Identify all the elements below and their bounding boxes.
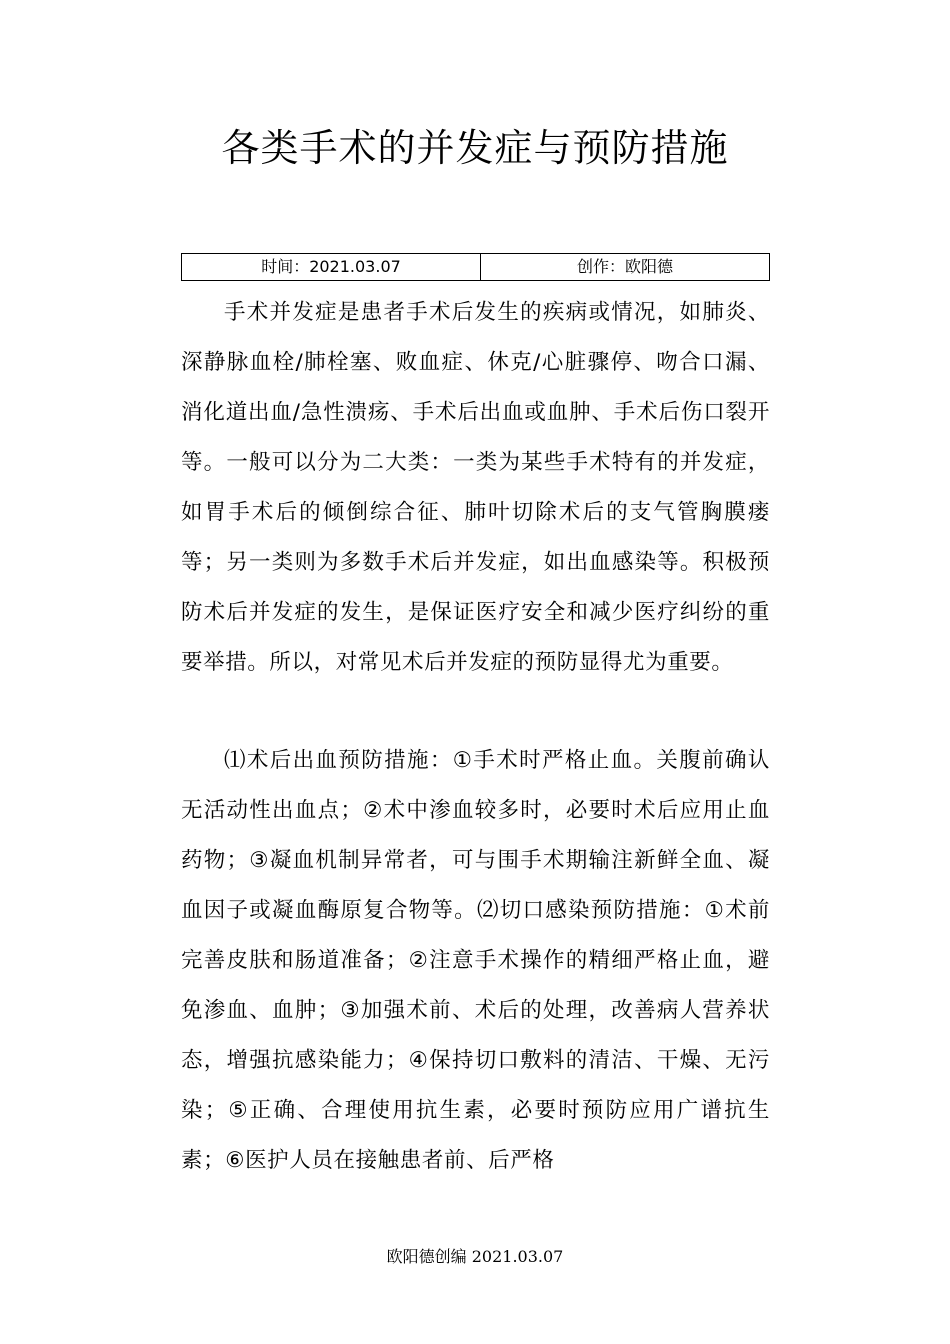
paragraph-intro: 手术并发症是患者手术后发生的疾病或情况，如肺炎、深静脉血栓/肺栓塞、败血症、休克/心脏骤停、吻合口漏、消化道出血/急性溃疡、手术后出血或血肿、手术后伤口裂开等。一般可以分为二大类：一类为某些手术特有的并发症，如胃手术后的倾倒综合征、肺叶切除术后的支气管胸膜瘘等；另一类则为多数手术后并发症，如出血感染等。积极预防术后并发症的发生，是保证医疗安全和减少医疗纠纷的重要举措。所以，对常见术后并发症的预防显得尤为重要。 — [181, 300, 770, 675]
meta-time: 时间：2021.03.07 — [182, 254, 481, 281]
meta-row — [182, 254, 770, 281]
meta-author: 创作：欧阳德 — [481, 254, 770, 281]
document-title: 各类手术的并发症与预防措施 — [221, 126, 729, 170]
meta-table — [181, 253, 770, 281]
page-footer: 欧阳德创编 2021.03.07 — [386, 1247, 564, 1266]
paragraph-prevention-measures: ⑴术后出血预防措施：①手术时严格止血。关腹前确认无活动性出血点；②术中渗血较多时，必要时术后应用止血药物；③凝血机制异常者，可与围手术期输注新鲜全血、凝血因子或凝血酶原复合物等。⑵切口感染预防措施：①术前完善皮肤和肠道准备；②注意手术操作的精细严格止血，避免渗血、血肿；③加强术前、术后的处理，改善病人营养状态，增强抗感染能力；④保持切口敷料的清洁、干燥、无污染；⑤正确、合理使用抗生素，必要时预防应用广谱抗生素；⑥医护人员在接触患者前、后严格 — [181, 748, 770, 1173]
